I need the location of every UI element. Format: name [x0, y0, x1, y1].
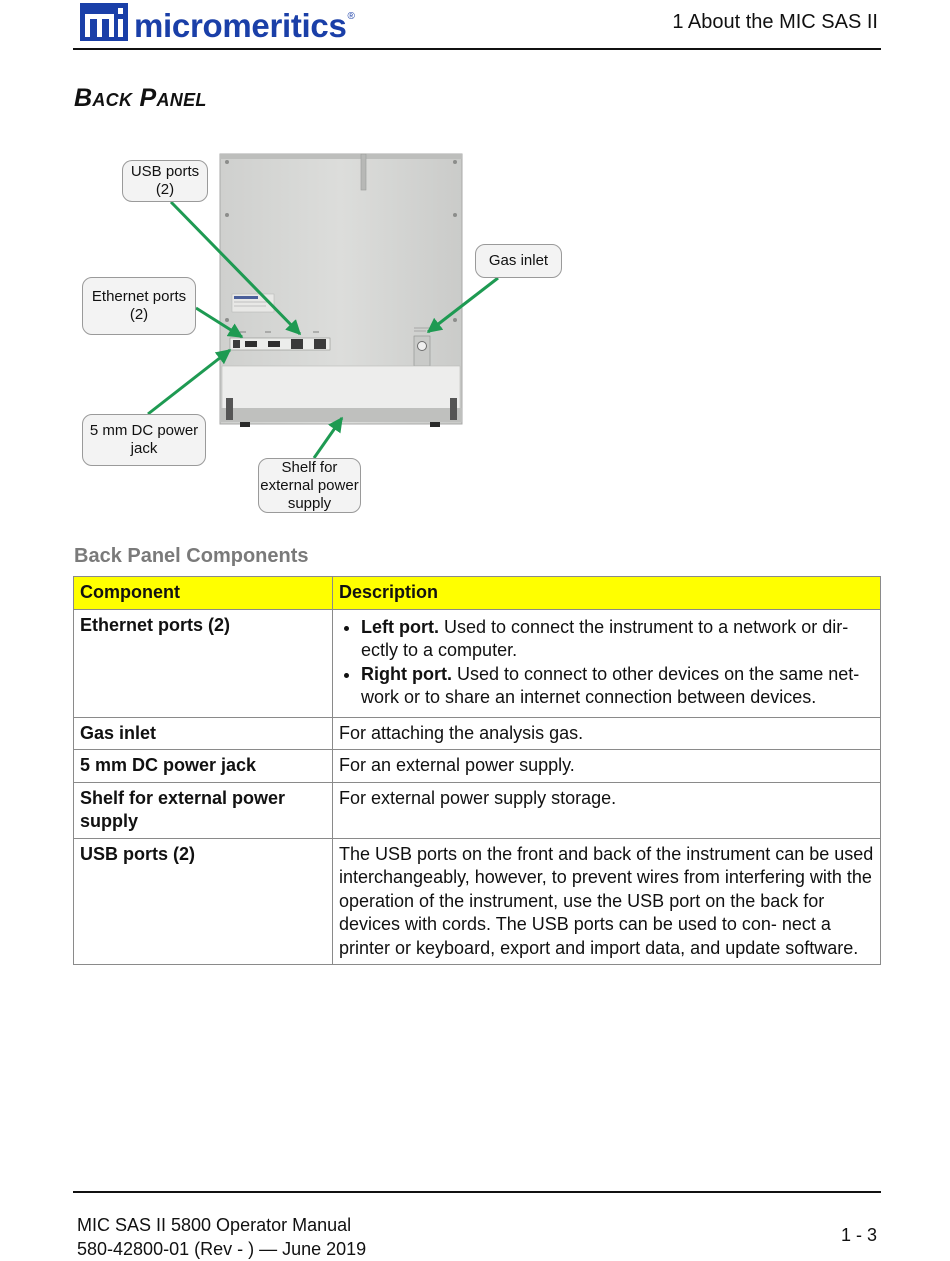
running-head: 1 About the MIC SAS II	[672, 11, 878, 33]
header-rule	[73, 48, 881, 50]
callout-line: Gas inlet	[488, 252, 549, 269]
table-row	[74, 750, 881, 783]
component-name: 5 mm DC power jack	[74, 750, 333, 783]
component-description: The USB ports on the front and back of the instrument can be used interchangeably, however, to prevent wires from interfering with the operation of the instrument, use the USB port on the back for devices with cords. The USB ports can be used to con- nect a printer or keyboard, export and import data, and update software.	[333, 838, 881, 965]
panel-top-edge	[220, 154, 462, 159]
bullet-lead: Right port.	[361, 663, 452, 684]
screw	[225, 213, 229, 217]
callout-line: external power	[260, 476, 359, 494]
shelf-bracket	[450, 398, 457, 420]
bullet-lead: Left port.	[361, 616, 439, 637]
component-name: Gas inlet	[74, 717, 333, 750]
foot	[430, 422, 440, 427]
panel-top-slot	[361, 154, 366, 190]
component-name: Shelf for external power supply	[74, 782, 333, 838]
ethernet-port	[314, 339, 326, 349]
table-row	[74, 838, 881, 965]
ethernet-ports-callout	[82, 277, 196, 335]
callout-line: (2)	[129, 306, 149, 323]
callout-line: Shelf for	[281, 458, 338, 476]
component-description: For external power supply storage.	[333, 782, 881, 838]
ethernet-port	[291, 339, 303, 349]
bullet-text: Used to connect to other devices on the same net- work or to share an internet connection between devices.	[361, 663, 860, 707]
micromeritics-logo	[80, 3, 355, 42]
gas-inlet-callout	[475, 244, 562, 278]
screw	[225, 318, 229, 322]
callout-line: Ethernet ports	[91, 288, 187, 305]
table-header-row	[74, 577, 881, 610]
bullet-list	[339, 616, 874, 710]
column-header-description: Description	[333, 577, 881, 610]
bullet-text: Used to connect the instrument to a network or dir- ectly to a computer.	[361, 616, 849, 660]
footer-manual-title: MIC SAS II 5800 Operator Manual	[77, 1215, 352, 1235]
usb-port	[268, 341, 280, 347]
callout-line: jack	[130, 440, 158, 457]
component-name: Ethernet ports (2)	[74, 609, 333, 717]
table-row	[74, 717, 881, 750]
footer-doc-number: 580-42800-01 (Rev - ) — June 2019	[77, 1239, 367, 1259]
bullet-item	[361, 663, 874, 710]
component-description: For attaching the analysis gas.	[333, 717, 881, 750]
rating-label-logo	[234, 296, 258, 299]
bullet-item	[361, 616, 874, 663]
table-row	[74, 609, 881, 717]
callout-line: supply	[287, 494, 332, 512]
page-number: 1 - 3	[840, 1225, 877, 1245]
usb-port	[245, 341, 257, 347]
callout-line: USB ports	[130, 163, 200, 180]
logo-registered-mark: ®	[347, 11, 355, 22]
screw	[225, 160, 229, 164]
component-description	[333, 609, 881, 717]
foot	[240, 422, 250, 427]
screw	[453, 318, 457, 322]
gas-inlet-fitting	[418, 342, 427, 351]
shelf-bracket	[226, 398, 233, 420]
components-table	[73, 576, 881, 965]
component-description: For an external power supply.	[333, 750, 881, 783]
screw	[453, 160, 457, 164]
callout-line: (2)	[155, 181, 175, 198]
footer-rule	[73, 1191, 881, 1193]
dc-jack-leader-arrow	[148, 350, 230, 414]
dc-jack-port	[233, 340, 240, 348]
micromeritics-logo-mark-icon	[80, 3, 128, 41]
column-header-component: Component	[74, 577, 333, 610]
logo-wordmark: micromeritics	[134, 7, 347, 44]
shelf-callout	[258, 458, 361, 513]
dc-power-jack-callout	[82, 414, 206, 466]
component-name: USB ports (2)	[74, 838, 333, 965]
screw	[453, 213, 457, 217]
table-row	[74, 782, 881, 838]
usb-ports-callout	[122, 160, 208, 202]
footer-manual-info	[77, 1213, 366, 1261]
callout-line: 5 mm DC power	[89, 422, 199, 439]
section-title: Back Panel	[74, 84, 207, 112]
back-panel-figure	[70, 140, 590, 530]
table-caption: Back Panel Components	[74, 545, 309, 567]
